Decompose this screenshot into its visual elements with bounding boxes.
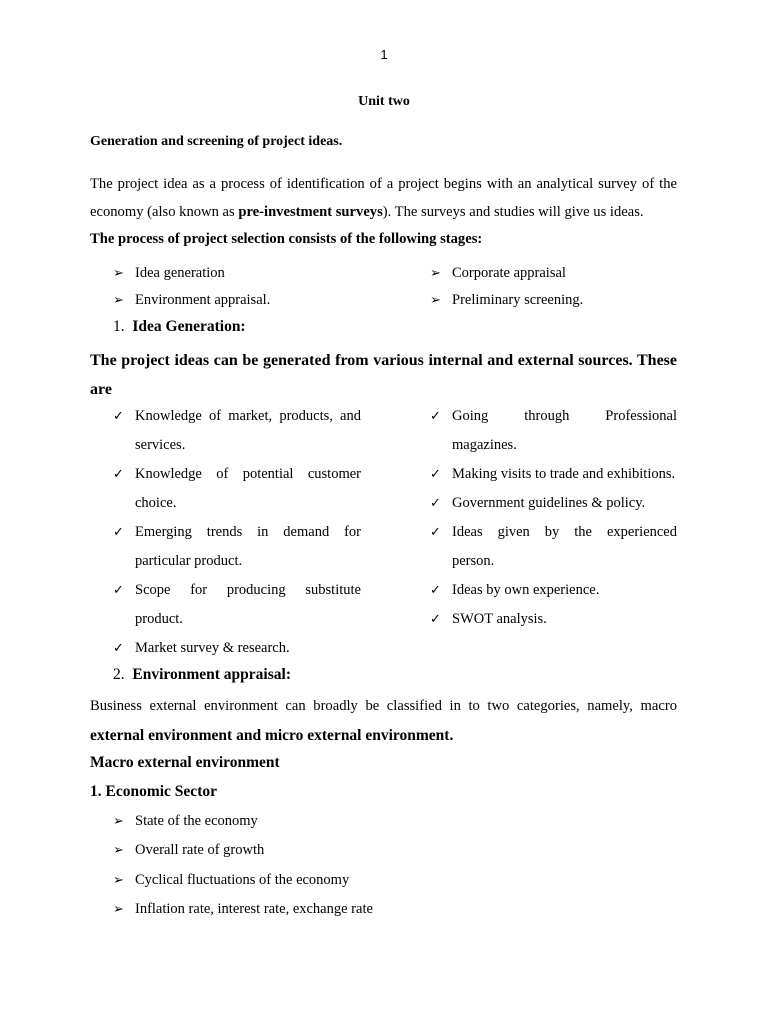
idea-generation-heading — [113, 318, 246, 336]
economic-item: ➢ State of the economy — [113, 807, 258, 836]
list-item: ✓ Ideas by own experience. — [430, 576, 677, 605]
stage-item — [430, 286, 583, 315]
list-item: ✓ Making visits to trade and exhibitions. — [430, 460, 677, 489]
checkmark-icon: ✓ — [113, 409, 124, 424]
list-item: ✓ SWOT analysis. — [430, 605, 677, 634]
stage-label: Preliminary screening. — [452, 292, 584, 308]
heading-number: 1. — [113, 318, 125, 335]
heading-title: Idea Generation: — [132, 318, 246, 335]
checkmark-icon: ✓ — [430, 409, 441, 424]
arrow-bullet-icon: ➢ — [113, 293, 124, 308]
stage-item — [113, 286, 270, 315]
stage-label: Corporate appraisal — [452, 265, 566, 281]
checkmark-icon: ✓ — [113, 583, 124, 598]
arrow-bullet-icon: ➢ — [430, 293, 441, 308]
intro-text-2: ). The surveys and studies will give us ideas. — [382, 203, 644, 220]
arrow-bullet-icon: ➢ — [113, 873, 124, 888]
heading-number: 2. — [113, 666, 125, 683]
intro-paragraph — [90, 171, 677, 254]
page-number: 1 — [380, 47, 388, 62]
economic-item: ➢ Overall rate of growth — [113, 836, 264, 865]
arrow-bullet-icon: ➢ — [430, 266, 441, 281]
list-item: ✓ Market survey & research. — [113, 634, 361, 663]
intro-bold-term: pre-investment surveys — [238, 203, 383, 220]
stage-item — [430, 259, 566, 288]
checkmark-icon: ✓ — [113, 525, 124, 540]
environment-paragraph — [90, 692, 677, 751]
list-item: ✓ Scope for producing substitute product. — [113, 576, 361, 634]
economic-item: ➢ Cyclical fluctuations of the economy — [113, 866, 349, 895]
arrow-bullet-icon: ➢ — [113, 814, 124, 829]
list-item: ✓ Knowledge of market, products, and services. — [113, 402, 361, 460]
unit-title: Unit two — [358, 94, 410, 109]
list-item: ✓ Emerging trends in demand for particular product. — [113, 518, 361, 576]
arrow-bullet-icon: ➢ — [113, 902, 124, 917]
checkmark-icon: ✓ — [430, 525, 441, 540]
checkmark-icon: ✓ — [430, 467, 441, 482]
arrow-bullet-icon: ➢ — [113, 266, 124, 281]
checkmark-icon: ✓ — [113, 641, 124, 656]
environment-bold-text: external environment and micro external environment. — [90, 727, 454, 744]
arrow-bullet-icon: ➢ — [113, 843, 124, 858]
list-item: ✓ Going through Professional magazines. — [430, 402, 677, 460]
stage-label: Idea generation — [135, 265, 225, 281]
heading-title: Environment appraisal: — [132, 666, 291, 683]
environment-appraisal-heading — [113, 666, 291, 684]
idea-sources-right-column — [430, 402, 677, 634]
macro-heading: Macro external environment — [90, 754, 280, 771]
environment-text: Business external environment can broadly be classified in to two categories, namely, macro — [90, 698, 677, 714]
checkmark-icon: ✓ — [430, 583, 441, 598]
section-heading: Generation and screening of project ideas. — [90, 134, 343, 149]
intro-stages-lead: The process of project selection consists of the following stages: — [90, 231, 483, 247]
stage-item — [113, 259, 225, 288]
list-item: ✓ Ideas given by the experienced person. — [430, 518, 677, 576]
idea-generation-intro: The project ideas can be generated from various internal and external sources. These are — [90, 352, 677, 398]
idea-sources-left-column — [113, 402, 361, 663]
list-item: ✓ Knowledge of potential customer choice. — [113, 460, 361, 518]
stage-label: Environment appraisal. — [135, 292, 271, 308]
intro-text-1: The project idea as a process of identification of a project begins with an analytical survey of the economy (also known as — [90, 176, 677, 220]
list-item: ✓ Government guidelines & policy. — [430, 489, 677, 518]
economic-item: ➢ Inflation rate, interest rate, exchange rate — [113, 895, 373, 924]
checkmark-icon: ✓ — [113, 467, 124, 482]
checkmark-icon: ✓ — [430, 496, 441, 511]
economic-sector-heading: 1. Economic Sector — [90, 783, 217, 800]
checkmark-icon: ✓ — [430, 612, 441, 627]
